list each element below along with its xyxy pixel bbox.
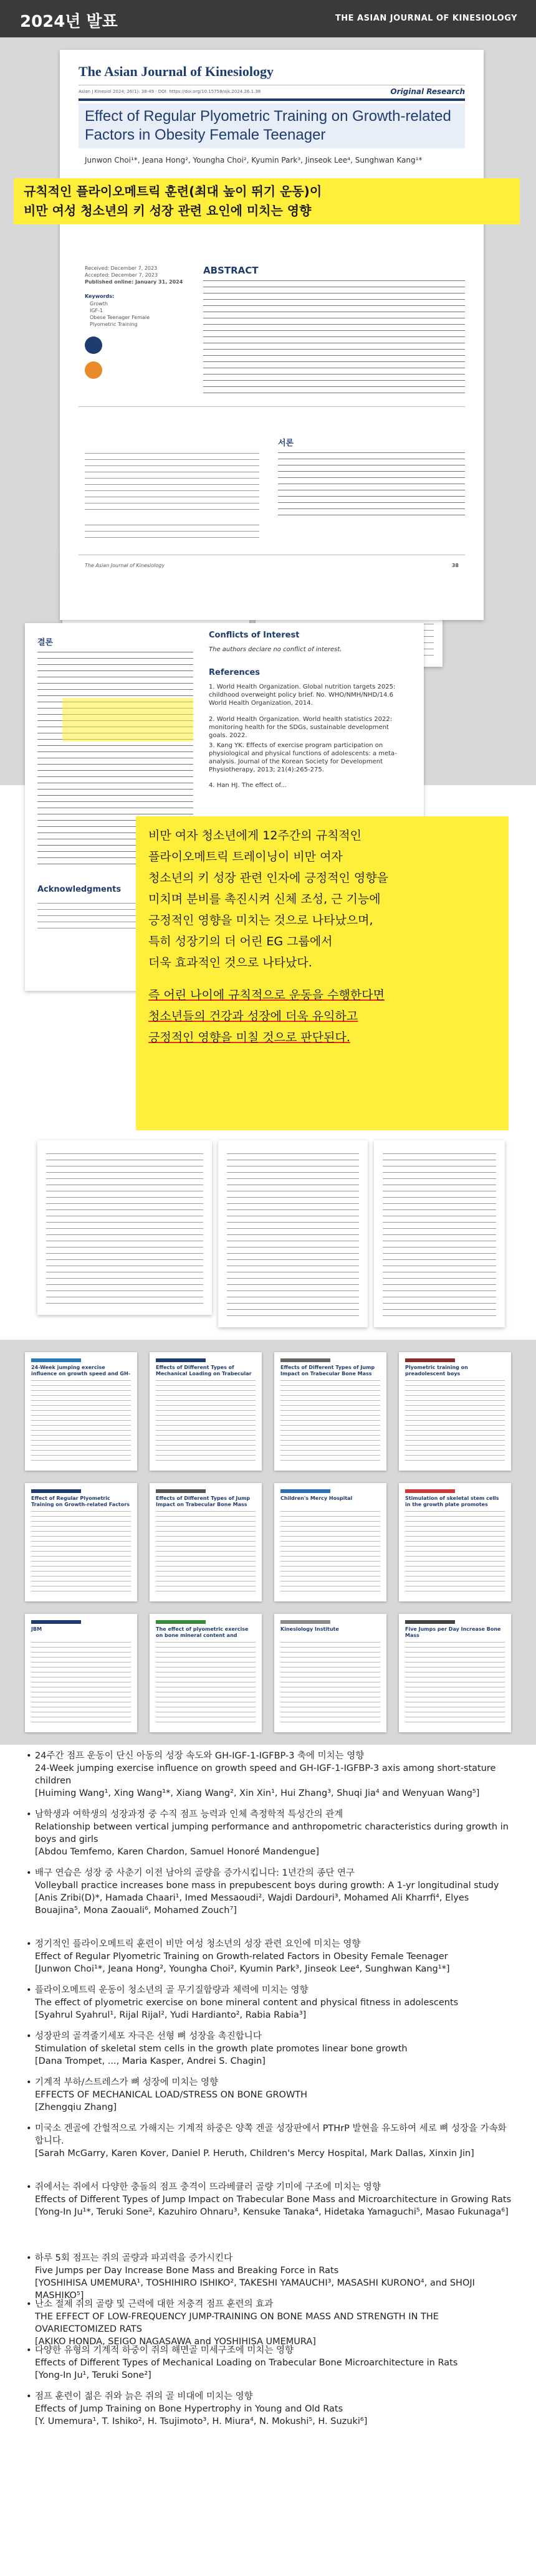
paper-thumbnail[interactable]: Children's Mercy Hospital [274, 1483, 386, 1601]
references-heading: References [209, 668, 261, 677]
paper-thumbnail[interactable]: The effect of plyometric exercise on bone mineral content and [150, 1614, 262, 1732]
accepted-date: Accepted: December 7, 2023 [85, 272, 158, 278]
year-label: 2024년 발표 [20, 12, 118, 31]
article-title: Effect of Regular Plyometric Training on Growth-related Factors in Obesity Female Teenager [85, 108, 451, 143]
page-header [0, 0, 536, 37]
abstract-text [203, 277, 465, 398]
intro-heading: 서론 [278, 439, 294, 448]
study-list-item [26, 1808, 515, 1858]
study-kr: 점프 훈련이 젊은 쥐와 늙은 쥐의 골 비대에 미치는 영향 [35, 2392, 253, 2402]
acknowledgments-heading: Acknowledgments [37, 885, 122, 894]
callout-conclusion-line: 청소년들의 건강과 성장에 더욱 유익하고 [148, 1009, 358, 1023]
korean-title-highlight [14, 178, 520, 224]
study-en: THE EFFECT OF LOW-FREQUENCY JUMP-TRAINING ON BONE MASS AND STRENGTH IN THE OVARIECTOMIZED RATS [35, 2312, 439, 2334]
study-kr: 난소 절제 쥐의 골량 및 근력에 대한 저충격 점프 훈련의 효과 [35, 2299, 274, 2309]
back-page-6 [218, 1140, 368, 1327]
study-kr: 배구 연습은 성장 중 사춘기 이전 남아의 골량을 증가시킵니다: 1년간의 종단 연구 [35, 1868, 355, 1878]
study-list-item [26, 2030, 515, 2068]
published-date: Published online: January 31, 2024 [85, 279, 183, 285]
bullet-icon: • [26, 2392, 32, 2402]
back-page-7 [374, 1140, 505, 1327]
reference-3: 3. Kang YK. Effects of exercise program participation on physiological and physical functions of adolescents: a meta-analysis. Journal of the Korean Society for Development Physiotherapy, 2013; 21(4):265-275. [209, 742, 397, 773]
paper-thumbnail[interactable]: Kinesiology Institute [274, 1614, 386, 1732]
study-en: Effect of Regular Plyometric Training on Growth-related Factors in Obesity Female Teenager [35, 1952, 448, 1962]
callout-conclusion-line: 긍정적인 영향을 미칠 것으로 판단된다. [148, 1031, 350, 1044]
journal-label: THE ASIAN JOURNAL OF KINESIOLOGY [335, 14, 517, 23]
keyword-4: Plyometric Training [90, 322, 138, 327]
bullet-icon: • [26, 1868, 32, 1878]
open-access-icon [85, 336, 102, 354]
callout-line: 특히 성장기의 더 어린 EG 그룹에서 [148, 935, 333, 948]
keywords-label: Keywords: [85, 293, 115, 299]
study-authors: [AKIKO HONDA, SEIGO NAGASAWA and YOSHIHISA UMEMURA] [35, 2337, 316, 2347]
received-date: Received: December 7, 2023 [85, 265, 158, 271]
callout-line: 플라이오메트릭 트레이닝이 비만 여자 [148, 850, 343, 864]
keyword-2: IGF-1 [90, 308, 103, 313]
page-footer-journal: The Asian Journal of Kinesiology [85, 563, 165, 568]
callout-line: 더욱 효과적인 것으로 나타났다. [148, 956, 312, 970]
study-kr: 성장판의 골격줄기세포 자극은 선형 뼈 성장을 촉진합니다 [35, 2031, 262, 2041]
bullet-icon: • [26, 1985, 32, 1995]
citation: Asian J Kinesiol 2024; 26(1): 38-49 · DOI: https://doi.org/10.15758/ajk.2024.26.1.38 [79, 89, 261, 94]
korean-title-line-2: 비만 여성 청소년의 키 성장 관련 요인에 미치는 영향 [24, 203, 312, 218]
paper-thumbnail[interactable]: Stimulation of skeletal stem cells in the growth plate promotes [399, 1483, 511, 1601]
study-list-item [26, 1984, 515, 2021]
study-en: Stimulation of skeletal stem cells in the growth plate promotes linear bone growth [35, 2044, 408, 2054]
paper-thumbnail[interactable]: Five Jumps per Day Increase Bone Mass [399, 1614, 511, 1732]
paper-thumbnail[interactable]: JBM [25, 1614, 137, 1732]
journal-name: The Asian Journal of Kinesiology [79, 64, 274, 79]
study-list-item [26, 1938, 515, 1975]
study-authors: [Sarah McGarry, Karen Kover, Daniel P. Heruth, Children's Mercy Hospital, Mark Dallas, Xinxin Jin] [35, 2149, 474, 2159]
callout-conclusion-line: 즉 어린 나이에 규칙적으로 운동을 수행한다면 [148, 988, 385, 1002]
bullet-icon: • [26, 1751, 32, 1761]
study-list-item [26, 2181, 515, 2218]
paper-thumbnail[interactable]: Effects of Different Types of Mechanical Loading on Trabecular [150, 1352, 262, 1471]
study-authors: [Anis Zribi(D)*, Hamada Chaari¹, Imed Messaoudi², Wajdi Dardouri³, Mohamed Ali Kharrfi⁴, Elyes Bouajina⁵, Mona Zaouali⁶, Mohamed Zouch⁷] [35, 1893, 469, 1915]
study-en: Five Jumps per Day Increase Bone Mass and Breaking Force in Rats [35, 2266, 339, 2276]
correspondence-note [85, 449, 259, 511]
reference-2: 2. World Health Organization. World health statistics 2022: monitoring health for the SDGs, sustainable development goals. 2022. [209, 716, 393, 739]
study-en: Effects of Different Types of Jump Impact on Trabecular Bone Mass and Microarchitecture in Growing Rats [35, 2195, 512, 2205]
summary-callout [136, 816, 509, 1130]
study-list-item [26, 1750, 515, 1800]
page-number: 38 [451, 563, 459, 568]
study-en: Effects of Different Types of Mechanical Loading on Trabecular Bone Microarchitecture in Rats [35, 2358, 458, 2368]
study-kr: 쥐에서는 쥐에서 다양한 충돌의 점프 충격이 뜨라베큘러 골량 기미에 구조에 미치는 영향 [35, 2182, 381, 2192]
paper-thumbnail[interactable]: Plyometric training on preadolescent boys [399, 1352, 511, 1471]
study-list-item [26, 2122, 515, 2160]
bullet-icon: • [26, 2124, 32, 2134]
study-en: 24-Week jumping exercise influence on growth speed and GH-IGF-1-IGFBP-3 axis among short-stature children [35, 1763, 496, 1786]
study-list-item [26, 2252, 515, 2302]
study-list-item [26, 2344, 515, 2382]
bullet-icon: • [26, 1810, 32, 1820]
study-kr: 하루 5회 점프는 쥐의 골량과 파괴력을 증가시킨다 [35, 2253, 233, 2263]
conflicts-heading: Conflicts of Interest [209, 631, 300, 640]
paper-thumbnail[interactable]: Effect of Regular Plyometric Training on Growth-related Factors [25, 1483, 137, 1601]
crossmark-icon [85, 361, 102, 379]
study-list-item [26, 2390, 515, 2428]
study-en: Effects of Jump Training on Bone Hypertrophy in Young and Old Rats [35, 2404, 343, 2414]
paper-thumbnail[interactable]: Effects of Different Types of Jump Impact on Trabecular Bone Mass [274, 1352, 386, 1471]
back-page-5 [37, 1140, 212, 1315]
study-authors: [Huiming Wang¹, Xing Wang¹*, Xiang Wang², Xin Xin¹, Hui Zhang³, Shuqi Jia⁴ and Wenyuan Wang⁵] [35, 1788, 480, 1798]
study-list [0, 1745, 536, 2576]
bullet-icon: • [26, 2182, 32, 2192]
bullet-icon: • [26, 2345, 32, 2355]
intro-text [278, 449, 465, 517]
study-authors: [Yong-In Ju¹, Teruki Sone²] [35, 2370, 151, 2380]
study-en: The effect of plyometric exercise on bone mineral content and physical fitness in adolescents [35, 1998, 459, 2008]
bullet-icon: • [26, 2077, 32, 2087]
keyword-1: Growth [90, 301, 108, 307]
article-authors: Junwon Choi¹*, Jeana Hong², Youngha Choi², Kyumin Park³, Jinseok Lee⁴, Sunghwan Kang¹* [85, 156, 423, 165]
callout-line: 미치며 분비를 촉진시켜 신체 조성, 근 기능에 [148, 892, 381, 906]
conclusion-heading: 결론 [37, 638, 54, 647]
study-kr: 다양한 유형의 기계적 하중이 쥐의 해면골 미세구조에 미치는 영향 [35, 2345, 294, 2355]
study-list-item [26, 2076, 515, 2114]
reference-4: 4. Han HJ. The effect of... [209, 782, 287, 789]
paper-thumbnail[interactable]: Effects of Different Types of Jump Impact on Trabecular Bone Mass [150, 1483, 262, 1601]
reference-1: 1. World Health Organization. Global nutrition targets 2025: childhood overweight policy brief. No. WHO/NMH/NHD/14.6 World Health Organization, 2014. [209, 684, 396, 707]
callout-line: 청소년의 키 성장 관련 인자에 긍정적인 영향을 [148, 871, 388, 885]
bullet-icon: • [26, 2031, 32, 2041]
bullet-icon: • [26, 2299, 32, 2309]
article-type-badge: Original Research [390, 87, 465, 96]
study-authors: [Dana Trompet, ..., Maria Kasper, Andrei S. Chagin] [35, 2056, 266, 2066]
abstract-heading: ABSTRACT [203, 265, 259, 276]
bullet-icon: • [26, 2253, 32, 2263]
study-authors: [Yong-In Ju¹*, Teruki Sone², Kazuhiro Ohnaru³, Kensuke Tanaka⁴, Hidetaka Yamaguchi⁵, Masao Fukunaga⁶] [35, 2207, 509, 2217]
study-kr: 남학생과 여학생의 성장과정 중 수직 점프 능력과 인체 측정학적 특성간의 관계 [35, 1810, 343, 1820]
study-authors: [Abdou Temfemo, Karen Chardon, Samuel Honoré Mandengue] [35, 1847, 320, 1857]
study-authors: [Zhengqiu Zhang] [35, 2102, 117, 2112]
keyword-3: Obese Teenager Female [90, 315, 150, 320]
study-list-item [26, 2298, 515, 2348]
study-kr: 미국소 겐골에 간헐적으로 가해지는 기계적 하중은 양쪽 겐골 성장판에서 PTHrP 발현을 유도하여 세로 뼈 성장을 가속화합니다. [35, 2124, 507, 2146]
paper-thumbnail[interactable]: 24-Week jumping exercise influence on growth speed and GH- [25, 1352, 137, 1471]
korean-title-line-1: 규칙적인 플라이오메트릭 훈련(최대 높이 뛰기 운동)이 [24, 184, 322, 199]
study-kr: 플라이오메트릭 운동이 청소년의 골 무기질함량과 체력에 미치는 영향 [35, 1985, 309, 1995]
study-kr: 24주간 점프 운동이 단신 아동의 성장 속도와 GH-IGF-1-IGFBP-3 축에 미치는 영향 [35, 1751, 365, 1761]
article-first-page [60, 50, 484, 620]
study-en: Volleyball practice increases bone mass in prepubescent boys during growth: A 1-yr longitudinal study [35, 1881, 499, 1891]
study-authors: [YOSHIHISA UMEMURA¹, TOSHIHIRO ISHIKO², TAKESHI YAMAUCHI³, MASASHI KURONO⁴, and SHOJI MASHIKO⁵] [35, 2278, 475, 2301]
study-en: EFFECTS OF MECHANICAL LOAD/STRESS ON BONE GROWTH [35, 2090, 308, 2100]
study-list-item [26, 1867, 515, 1917]
study-kr: 기계적 부하/스트레스가 뼈 성장에 미치는 영향 [35, 2077, 219, 2087]
study-en: Relationship between vertical jumping performance and anthropometric characteristics during growth in boys and girls [35, 1822, 509, 1844]
study-authors: [Y. Umemura¹, T. Ishiko², H. Tsujimoto³, H. Miura⁴, N. Mokushi⁵, H. Suzuki⁶] [35, 2416, 368, 2426]
callout-line: 긍정적인 영향을 미치는 것으로 나타났으며, [148, 914, 373, 927]
study-kr: 정기적인 플라이오메트릭 훈련이 비만 여성 청소년의 성장 관련 요인에 미치는 영향 [35, 1939, 361, 1949]
bullet-icon: • [26, 1939, 32, 1949]
conflicts-text: The authors declare no conflict of interest. [209, 646, 342, 653]
study-authors: [Syahrul Syahrul¹, Rijal Rijal², Yudi Hardianto², Rabia Rabia³] [35, 2010, 307, 2020]
study-authors: [Junwon Choi¹*, Jeana Hong², Youngha Choi², Kyumin Park³, Jinseok Lee⁴, Sunghwan Kang¹*] [35, 1964, 450, 1974]
callout-line: 비만 여자 청소년에게 12주간의 규칙적인 [148, 829, 361, 842]
